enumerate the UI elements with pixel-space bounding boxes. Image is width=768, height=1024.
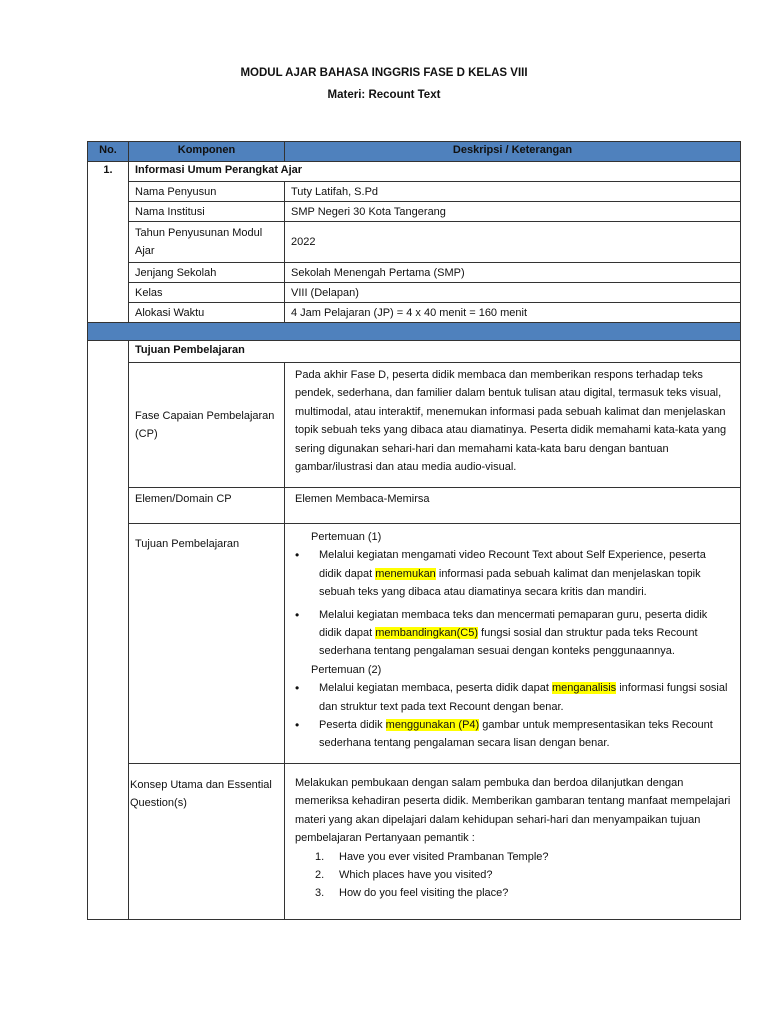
row-label: Kelas [129,283,285,303]
table-row [88,263,741,283]
section-2-number-cell [88,341,129,920]
table-row [88,202,741,222]
cp-row [88,363,741,488]
list-item: 1. Have you ever visited Prambanan Temple? [315,850,549,863]
highlight: menemukan [375,567,436,580]
domain-value: Elemen Membaca-Memirsa [285,488,741,524]
question-list [295,848,734,903]
concept-text: Melakukan pembukaan dengan salam pembuka dan berdoa dilanjutkan dengan memeriksa kehadiran peserta didik. Memberikan gambaran tentang manfaat mempelajari materi yang akan dipelajari dalam kehidupan sehari-hari dan menyampaikan tujuan pembelajaran Pertanyaan pemantik : [295,776,731,845]
row-value: 2022 [285,222,741,263]
cp-text: Pada akhir Fase D, peserta didik membaca dan memberikan respons terhadap teks pendek, sederhana, dan familier dalam bentuk tulisan atau digital, termasuk teks visual, multimodal, atau interaktif, menemukan informasi pada sebuah kalimat dan menjelaskan topik sebuah teks yang dibaca atau diamatinya. Peserta didik memahami kata-kata yang sering digunakan sehari-hari dan memahami kata-kata baru dengan bantuan gambar/ilustrasi dan atau media audio-visual. [295,369,727,474]
meeting-1-list [291,546,730,660]
domain-label: Elemen/Domain CP [129,488,285,524]
concept-row [88,763,741,919]
tp-label: Tujuan Pembelajaran [129,524,285,764]
col-header-no: No. [88,142,129,162]
meeting-2-label: Pertemuan (2) [311,663,382,676]
row-label: Nama Penyusun [129,182,285,202]
section-2-title-row [88,341,741,363]
document-title: MODUL AJAR BAHASA INGGRIS FASE D KELAS VIII [240,67,528,79]
table-row [88,283,741,303]
cp-label: Fase Capaian Pembelajaran (CP) [129,363,285,488]
table-row [88,222,741,263]
highlight: menggunakan (P4) [385,719,480,732]
section-1-title-row [88,162,741,182]
meeting-2-list [291,679,730,753]
row-label: Tahun Penyusunan Modul Ajar [129,222,285,263]
list-item: 3. How do you feel visiting the place? [315,887,509,900]
row-label: Jenjang Sekolah [129,263,285,283]
section-1-number: 1. [88,162,129,323]
highlight: menganalisis [551,682,617,695]
table-header-row [88,142,741,162]
list-item: • Melalui kegiatan mengamati video Recount Text about Self Experience, peserta didik dapat menemukan informasi pada sebuah kalimat dan menjelaskan topik sebuah teks yang dibaca atau diamatinya secara kritis dan mandiri. [291,546,730,601]
list-item: • Melalui kegiatan membaca, peserta didik dapat menganalisis informasi fungsi sosial dan struktur text pada text Recount dengan benar. [291,679,730,716]
table-row [88,182,741,202]
list-item: • Melalui kegiatan membaca teks dan mencermati pemaparan guru, peserta didik didik dapat membandingkan(C5) fungsi sosial dan struktur pada teks Recount sederhana tentang pengalaman sesuai dengan konteks penggunaannya. [291,606,730,661]
row-value: VIII (Delapan) [285,283,741,303]
table-row [88,303,741,323]
row-label: Nama Institusi [129,202,285,222]
row-label: Alokasi Waktu [129,303,285,323]
row-value: SMP Negeri 30 Kota Tangerang [285,202,741,222]
highlight: membandingkan(C5) [375,627,478,640]
tp-row [88,524,741,764]
section-divider-bar [88,323,741,341]
module-table [87,141,741,920]
row-value: Sekolah Menengah Pertama (SMP) [285,263,741,283]
col-header-deskripsi: Deskripsi / Keterangan [285,142,741,162]
meeting-1-label: Pertemuan (1) [311,531,382,543]
section-2-title: Tujuan Pembelajaran [129,341,741,363]
row-value: 4 Jam Pelajaran (JP) = 4 x 40 menit = 160 menit [285,303,741,323]
row-value: Tuty Latifah, S.Pd [285,182,741,202]
section-1-title: Informasi Umum Perangkat Ajar [129,162,741,182]
list-item: 2. Which places have you visited? [315,868,493,881]
list-item: • Peserta didik menggunakan (P4) gambar untuk mempresentasikan teks Recount sederhana tentang pengalaman secara lisan dengan benar. [291,716,730,753]
domain-row [88,488,741,524]
col-header-komponen: Komponen [129,142,285,162]
document-subtitle: Materi: Recount Text [327,89,441,101]
concept-label: Konsep Utama dan Essential Question(s) [129,763,285,919]
